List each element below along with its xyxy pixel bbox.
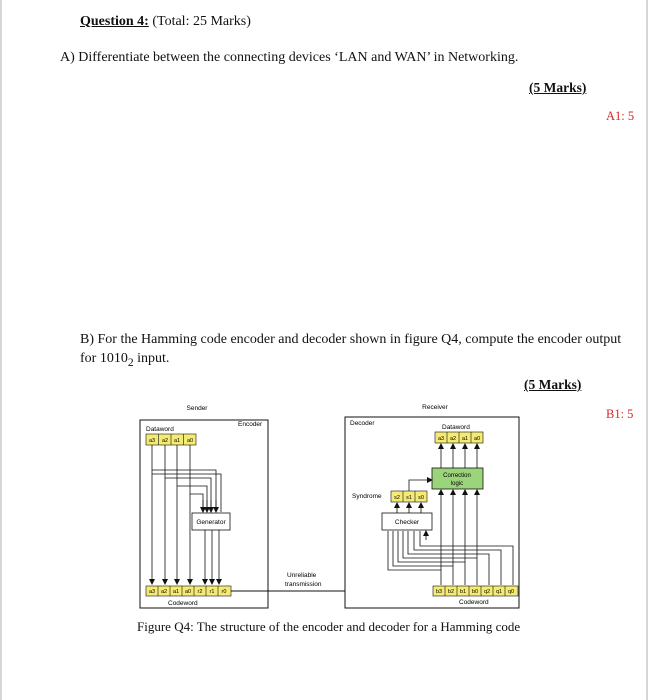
syndrome-bits	[391, 491, 427, 502]
sender-codeword-label: Codeword	[168, 600, 198, 607]
decoder-label: Decoder	[350, 420, 375, 427]
sender-codeword-bits	[146, 586, 231, 596]
receiver-dataword-label: Dataword	[442, 424, 470, 431]
recv-bit-b2: b2	[447, 589, 455, 595]
code-bit-r2: r2	[197, 589, 203, 595]
question-number: Question 4:	[80, 14, 149, 29]
syndrome-s2: s2	[394, 495, 400, 501]
part-b-tag: B1: 5	[606, 407, 634, 421]
part-a-tag: A1: 5	[606, 109, 635, 123]
part-b-marks: (5 Marks)	[524, 377, 582, 392]
syndrome-label: Syndrome	[352, 493, 382, 500]
part-b-text-before: B) For the Hamming code encoder and decoder shown in figure Q4, compute the encoder output for	[80, 332, 622, 366]
checker-label: Checker	[394, 519, 420, 526]
recv-bit-b3: b3	[435, 589, 443, 595]
syndrome-s0: s0	[418, 495, 424, 501]
code-bit-a1: a1	[172, 589, 180, 595]
correction-line1: Correction	[443, 473, 471, 479]
recv-data-a0: a0	[473, 436, 481, 442]
bit-a3: a3	[148, 438, 156, 444]
part-b-value: 1010	[99, 351, 128, 366]
receiver-box	[345, 417, 519, 608]
code-bit-a3: a3	[148, 589, 156, 595]
encoder-label: Encoder	[238, 421, 263, 428]
code-bit-r0: r0	[221, 589, 227, 595]
sender-dataword-bits	[146, 434, 196, 445]
part-b-subscript: 2	[127, 355, 134, 369]
part-b-text-after: input.	[133, 351, 170, 366]
part-a-text: A) Differentiate between the connecting devices ‘LAN and WAN’ in Networking.	[60, 50, 519, 65]
recv-bit-q1: q1	[495, 589, 503, 595]
sender-dataword-label: Dataword	[146, 426, 174, 433]
recv-bit-q2: q2	[483, 589, 491, 595]
recv-data-a3: a3	[437, 436, 445, 442]
code-bit-a2: a2	[160, 589, 168, 595]
question-total: (Total: 25 Marks)	[152, 14, 251, 29]
recv-data-a1: a1	[461, 436, 469, 442]
code-bit-a0: a0	[184, 589, 192, 595]
receiver-codeword-label: Codeword	[459, 599, 489, 606]
sender-label: Sender	[186, 405, 208, 412]
receiver-codeword-bits	[433, 586, 518, 596]
figure-caption: Figure Q4: The structure of the encoder and decoder for a Hamming code	[137, 619, 521, 634]
correction-line2: logic	[450, 481, 464, 487]
recv-data-a2: a2	[449, 436, 457, 442]
syndrome-s1: s1	[406, 495, 412, 501]
generator-label: Generator	[196, 519, 226, 526]
unreliable-line2: transmission	[285, 581, 322, 588]
unreliable-line1: Unreliable	[287, 572, 317, 579]
bit-a0: a0	[186, 438, 194, 444]
code-bit-r1: r1	[209, 589, 215, 595]
bit-a1: a1	[173, 438, 181, 444]
bit-a2: a2	[161, 438, 169, 444]
recv-bit-q0: q0	[507, 589, 515, 595]
receiver-dataword-bits	[435, 432, 483, 443]
receiver-label: Receiver	[422, 404, 448, 411]
part-a-marks: (5 Marks)	[529, 80, 587, 95]
recv-bit-b0: b0	[471, 589, 479, 595]
recv-bit-b1: b1	[459, 589, 467, 595]
